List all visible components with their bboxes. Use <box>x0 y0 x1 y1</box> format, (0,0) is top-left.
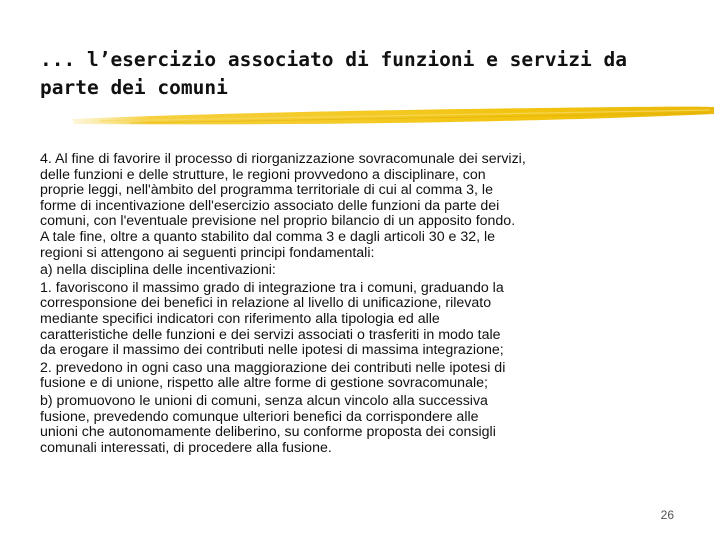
text-line: da erogare il massimo dei contributi nelle ipotesi di massima integrazione; <box>40 342 504 359</box>
title-underline-brushstroke <box>70 104 716 130</box>
paragraph-4 <box>40 152 688 261</box>
text-line: A tale fine, oltre a quanto stabilito dal comma 3 e dagli articoli 30 e 32, le <box>40 228 496 245</box>
text-line: 2. prevedono in ogni caso una maggiorazione dei contributi nelle ipotesi di <box>40 359 506 376</box>
text-line: regioni si attengono ai seguenti principi fondamentali: <box>40 244 375 261</box>
text-line: delle funzioni e delle strutture, le regioni provvedono a disciplinare, con <box>40 166 486 183</box>
text-line: fusione e di unione, rispetto alle altre forme di gestione sovracomunale; <box>40 375 488 392</box>
text-line: mediante specifici indicatori con riferimento alla tipologia ed alle <box>40 310 440 327</box>
text-line: proprie leggi, nell'àmbito del programma territoriale di cui al comma 3, le <box>40 182 493 199</box>
text-line: b) promuovono le unioni di comuni, senza alcun vincolo alla successiva <box>40 392 488 409</box>
text-line: 1. favoriscono il massimo grado di integrazione tra i comuni, graduando la <box>40 279 504 296</box>
body-text <box>40 152 688 458</box>
title-line: ... l’esercizio associato di funzioni e servizi da <box>40 48 627 71</box>
paragraph-a <box>40 263 688 279</box>
text-line: comunali interessati, di procedere alla fusione. <box>40 439 332 456</box>
text-line: unioni che autonomamente deliberino, su conforme proposta dei consigli <box>40 424 496 441</box>
title-line: parte dei comuni <box>40 76 228 99</box>
paragraph-1 <box>40 281 688 359</box>
text-line: caratteristiche delle funzioni e dei servizi associati o trasferiti in modo tale <box>40 326 501 343</box>
text-line: comuni, con l'eventuale previsione nel proprio bilancio di un apposito fondo. <box>40 213 516 230</box>
slide-title <box>40 46 680 102</box>
text-line: corresponsione dei benefici in relazione al livello di unificazione, rilevato <box>40 295 492 312</box>
text-line: fusione, prevedendo comunque ulteriori benefici da corrispondere alle <box>40 408 479 425</box>
text-line: a) nella disciplina delle incentivazioni: <box>40 262 276 279</box>
text-line: forme di incentivazione dell'esercizio associato delle funzioni da parte dei <box>40 197 500 214</box>
paragraph-b <box>40 394 688 456</box>
paragraph-2 <box>40 361 688 392</box>
page-number: 26 <box>660 508 674 522</box>
text-line: 4. Al fine di favorire il processo di riorganizzazione sovracomunale dei servizi, <box>40 151 526 167</box>
